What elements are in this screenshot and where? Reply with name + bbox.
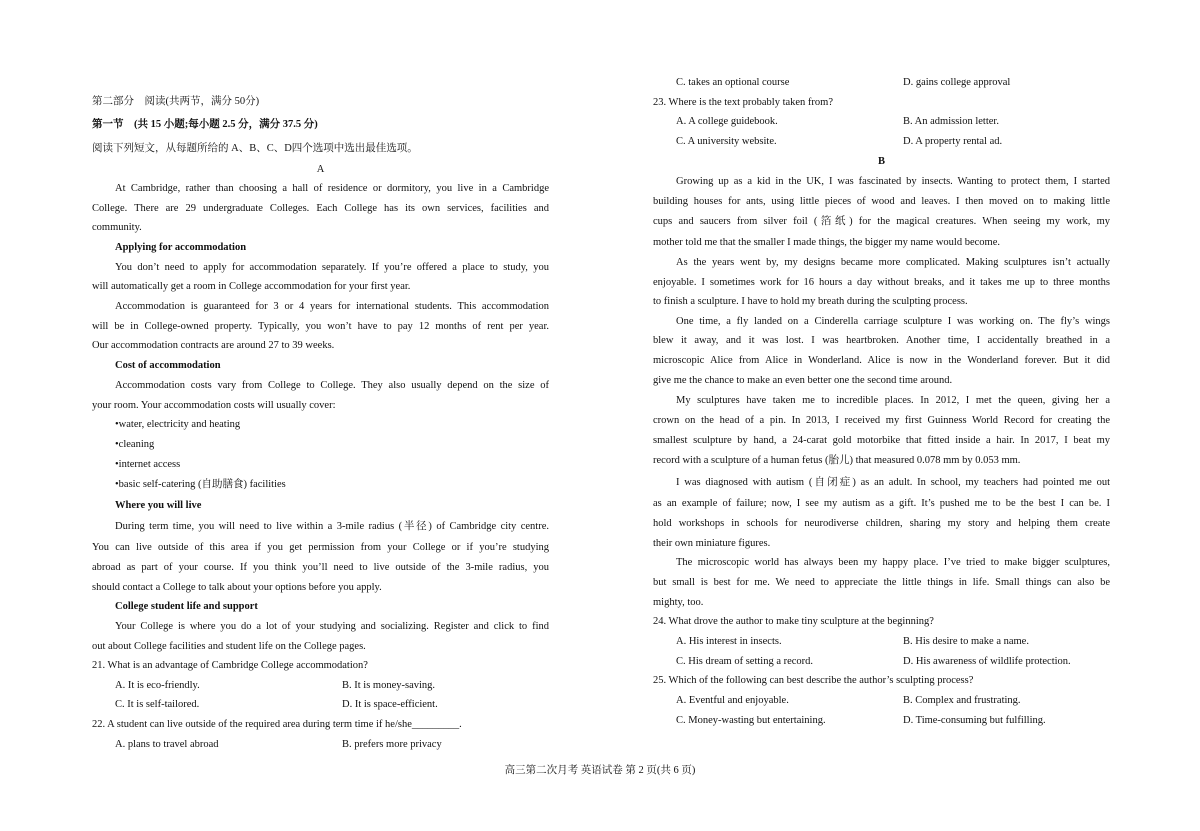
option-c: C. Money-wasting but entertaining. xyxy=(676,715,826,726)
passage-line: As the years went by, my designs became more complicated. Making sculptures isn’t actually xyxy=(676,257,1110,268)
passage-line: smallest sculpture by hand, a 24-carat gold motorbike that fitted inside a hair. In 2017, I beat my xyxy=(653,435,1110,446)
subheading: College student life and support xyxy=(115,601,258,612)
passage-b-label: B xyxy=(877,156,885,167)
instruction: 阅读下列短文，从每题所给的 A、B、C、D四个选项中选出最佳选项。 xyxy=(92,143,418,154)
passage-line: During term time, you will need to live within a 3-mile radius (半径) of Cambridge city centre. xyxy=(115,521,549,532)
option-d: D. Time-consuming but fulfilling. xyxy=(903,715,1046,726)
bullet-item: •internet access xyxy=(115,459,181,470)
passage-line: community. xyxy=(92,222,142,233)
option-a: A. Eventful and enjoyable. xyxy=(676,695,789,706)
passage-line: microscopic Alice from Alice in Wonderland. Alice is now in the Wonderland forever. But it did xyxy=(653,355,1110,366)
passage-line: At Cambridge, rather than choosing a hall of residence or dormitory, you live in a Cambridge xyxy=(115,183,549,194)
passage-line: Accommodation costs vary from College to College. They also usually depend on the size of xyxy=(115,380,549,391)
option-a: A. A college guidebook. xyxy=(676,116,778,127)
passage-line: You can live outside of this area if you get permission from your College or if you’re studying xyxy=(92,542,549,553)
passage-line: hold workshops in schools for neurodiverse children, sharing my story and helping them create xyxy=(653,518,1110,529)
option-d: D. gains college approval xyxy=(903,77,1011,88)
bullet-item: •water, electricity and heating xyxy=(115,419,241,430)
option-b: B. An admission letter. xyxy=(903,116,999,127)
passage-line: You don’t need to apply for accommodation separately. If you’re offered a place to study, you xyxy=(115,262,549,273)
passage-line: enjoyable. I sometimes work for 16 hours a day without breaks, and it takes me up to three months xyxy=(653,277,1110,288)
question-22: 22. A student can live outside of the required area during term time if he/she_________. xyxy=(92,719,462,730)
passage-line: mighty, too. xyxy=(653,597,704,608)
option-c: C. It is self-tailored. xyxy=(115,699,200,710)
option-a: A. It is eco-friendly. xyxy=(115,680,200,691)
option-b: B. His desire to make a name. xyxy=(903,636,1029,647)
subheading: Where you will live xyxy=(115,500,202,511)
question-23: 23. Where is the text probably taken from? xyxy=(653,97,833,108)
option-d: D. His awareness of wildlife protection. xyxy=(903,656,1071,667)
question-25-options xyxy=(653,694,1110,708)
passage-line: Growing up as a kid in the UK, I was fascinated by insects. Wanting to protect them, I started xyxy=(676,176,1110,187)
option-d: D. It is space-efficient. xyxy=(342,699,438,710)
passage-line: will automatically get a room in College accommodation for your first year. xyxy=(92,281,411,292)
option-a: A. plans to travel abroad xyxy=(115,739,219,750)
passage-line: record with a sculpture of a human fetus (胎儿) that measured 0.078 mm by 0.053 mm. xyxy=(653,455,1021,466)
part-heading: 第二部分 阅读(共两节，满分 50分) xyxy=(92,96,260,107)
passage-line: My sculptures have taken me to incredible places. In 2012, I met the queen, giving her a xyxy=(676,395,1110,406)
passage-line: Your College is where you do a lot of your studying and socializing. Register and click to find xyxy=(115,621,549,632)
question-22-options xyxy=(92,738,549,752)
passage-line: to finish a sculpture. I have to hold my breath during the sculpting process. xyxy=(653,296,968,307)
passage-line: their own miniature figures. xyxy=(653,538,771,549)
question-21: 21. What is an advantage of Cambridge College accommodation? xyxy=(92,660,368,671)
question-23-options xyxy=(653,115,1110,129)
passage-line: will be in College-owned property. Typically, you won’t have to pay 12 months of rent per year. xyxy=(92,321,549,332)
question-21-options xyxy=(92,698,549,712)
option-d: D. A property rental ad. xyxy=(903,136,1003,147)
option-b: B. Complex and frustrating. xyxy=(903,695,1021,706)
option-c: C. takes an optional course xyxy=(676,77,790,88)
passage-line: The microscopic world has always been my happy place. I’ve tried to make bigger sculptures, xyxy=(676,557,1110,568)
passage-line: mother told me that the smaller I made things, the bigger my name would become. xyxy=(653,237,1000,248)
section-heading: 第一节 (共 15 小题;每小题 2.5 分，满分 37.5 分) xyxy=(92,119,318,130)
option-c: C. His dream of setting a record. xyxy=(676,656,814,667)
passage-line: Our accommodation contracts are around 27 to 39 weeks. xyxy=(92,340,335,351)
option-b: B. prefers more privacy xyxy=(342,739,442,750)
subheading: Applying for accommodation xyxy=(115,242,247,253)
passage-line: cups and saucers from silver foil (箔纸) for the magical creatures. When seeing my work, my xyxy=(653,216,1110,227)
option-a: A. His interest in insects. xyxy=(676,636,782,647)
passage-line: crown on the head of a pin. In 2013, I received my first Guinness World Record for creating the xyxy=(653,415,1110,426)
passage-line: as an example of failure; now, I see my autism as a gift. It’s pushed me to be the best I can be. I xyxy=(653,498,1110,509)
question-24: 24. What drove the author to make tiny sculpture at the beginning? xyxy=(653,616,934,627)
question-24-options xyxy=(653,635,1110,649)
subheading: Cost of accommodation xyxy=(115,360,221,371)
question-25-options xyxy=(653,714,1110,728)
bullet-item: •cleaning xyxy=(115,439,155,450)
passage-line: should contact a College to talk about your options before you apply. xyxy=(92,582,382,593)
passage-line: out about College facilities and student life on the College pages. xyxy=(92,641,366,652)
passage-line: your room. Your accommodation costs will usually cover: xyxy=(92,400,336,411)
passage-line: One time, a fly landed on a Cinderella carriage sculpture I was working on. The fly’s wings xyxy=(676,316,1110,327)
bullet-item: •basic self-catering (自助膳食) facilities xyxy=(115,479,286,490)
passage-line: I was diagnosed with autism (自闭症) as an adult. In school, my teachers had pointed me out xyxy=(676,477,1110,488)
question-24-options xyxy=(653,655,1110,669)
passage-line: abroad as part of your course. If you think you’ll need to live outside of the 3-mile radius, you xyxy=(92,562,549,573)
question-21-options xyxy=(92,679,549,693)
passage-line: College. There are 29 undergraduate Colleges. Each College has its own services, facilities and xyxy=(92,203,549,214)
question-23-options xyxy=(653,135,1110,149)
option-c: C. A university website. xyxy=(676,136,777,147)
option-b: B. It is money-saving. xyxy=(342,680,436,691)
passage-a-label: A xyxy=(316,164,325,175)
question-25: 25. Which of the following can best describe the author’s sculpting process? xyxy=(653,675,974,686)
passage-line: Accommodation is guaranteed for 3 or 4 years for international students. This accommodation xyxy=(115,301,549,312)
passage-line: blew it away, and it was lost. I was heartbroken. Another time, I accidentally breathed in a xyxy=(653,335,1110,346)
passage-line: building houses for ants, using little pieces of wood and leaves. I then moved on to making little xyxy=(653,196,1110,207)
question-22-options-cont xyxy=(653,76,1110,90)
passage-line: but small is best for me. We need to appreciate the little things in life. Small things can also be xyxy=(653,577,1110,588)
page-footer: 高三第二次月考 英语试卷 第 2 页(共 6 页) xyxy=(504,765,696,776)
passage-line: give me the chance to make an even better one the second time around. xyxy=(653,375,953,386)
